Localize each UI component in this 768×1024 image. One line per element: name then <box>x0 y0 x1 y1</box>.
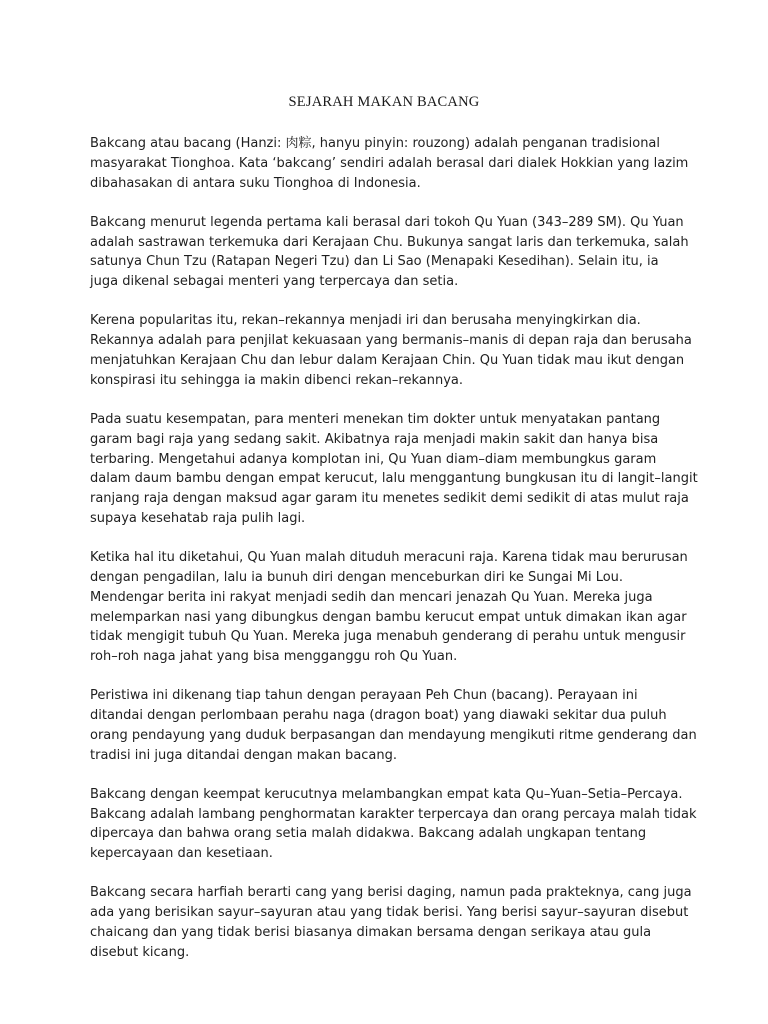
paragraph <box>90 548 690 667</box>
text-line: Peristiwa ini dikenang tiap tahun dengan perayaan Peh Chun (bacang). Perayaan ini <box>90 688 638 704</box>
text-line: Ketika hal itu diketahui, Qu Yuan malah dituduh meracuni raja. Karena tidak mau berurusan <box>90 550 688 566</box>
text-line: chaicang dan yang tidak berisi biasanya dimakan bersama dengan serikaya atau gula <box>90 925 652 941</box>
text-line: Bakcang adalah lambang penghormatan karakter terpercaya dan orang percaya malah tidak <box>90 806 697 822</box>
text-line: Bakcang menurut legenda pertama kali berasal dari tokoh Qu Yuan (343–289 SM). Qu Yuan <box>90 214 684 230</box>
paragraph <box>90 883 690 962</box>
text-line: Bakcang dengan keempat kerucutnya melambangkan empat kata Qu–Yuan–Setia–Percaya. <box>90 786 683 802</box>
text-line: ditandai dengan perlombaan perahu naga (dragon boat) yang diawaki sekitar dua puluh <box>90 708 667 724</box>
text-line: Rekannya adalah para penjilat kekuasaan yang bermanis–manis di depan raja dan berusaha <box>90 333 692 349</box>
document-title: SEJARAH MAKAN BACANG <box>288 94 480 110</box>
document-body <box>90 134 698 982</box>
text-line: juga dikenal sebagai menteri yang terpercaya dan setia. <box>90 274 459 290</box>
text-line: Kerena popularitas itu, rekan–rekannya menjadi iri dan berusaha menyingkirkan dia. <box>90 313 641 329</box>
text-line: orang pendayung yang duduk berpasangan dan mendayung mengikuti ritme genderang dan <box>90 727 697 743</box>
text-line: dipercaya dan bahwa orang setia malah didakwa. Bakcang adalah ungkapan tentang <box>90 826 647 842</box>
text-line: adalah sastrawan terkemuka dari Kerajaan Chu. Bukunya sangat laris dan terkemuka, salah <box>90 234 689 250</box>
text-line: Pada suatu kesempatan, para menteri menekan tim dokter untuk menyatakan pantang <box>90 411 661 427</box>
text-line: tradisi ini juga ditandai dengan makan bacang. <box>90 747 398 763</box>
text-line: menjatuhkan Kerajaan Chu dan lebur dalam Kerajaan Chin. Qu Yuan tidak mau ikut dengan <box>90 352 685 368</box>
text-line: satunya Chun Tzu (Ratapan Negeri Tzu) dan Li Sao (Menapaki Kesedihan). Selain itu, ia <box>90 254 659 270</box>
text-line: terbaring. Mengetahui adanya komplotan ini, Qu Yuan diam–diam membungkus garam <box>90 451 657 467</box>
text-line: dalam daum bambu dengan empat kerucut, lalu menggantung bungkusan itu di langit–langit <box>90 471 698 487</box>
paragraph <box>90 213 690 292</box>
text-line: roh–roh naga jahat yang bisa mengganggu roh Qu Yuan. <box>90 649 458 665</box>
text-line: konspirasi itu sehingga ia makin dibenci rekan–rekannya. <box>90 372 464 388</box>
text-line: masyarakat Tionghoa. Kata ‘bakcang’ sendiri adalah berasal dari dialek Hokkian yang lazim <box>90 155 689 171</box>
paragraph <box>90 410 698 529</box>
text-line: supaya kesehatab raja pulih lagi. <box>90 510 306 526</box>
paragraph <box>90 311 690 390</box>
text-line: dibahasakan di antara suku Tionghoa di Indonesia. <box>90 175 421 191</box>
text-line: ada yang berisikan sayur–sayuran atau yang tidak berisi. Yang berisi sayur–sayuran disebut <box>90 905 689 921</box>
text-line: tidak mengigit tubuh Qu Yuan. Mereka juga menabuh genderang di perahu untuk mengusir <box>90 629 686 645</box>
paragraph <box>90 785 697 864</box>
paragraph <box>90 686 697 765</box>
text-line: melemparkan nasi yang dibungkus dengan bambu kerucut empat untuk dimakan ikan agar <box>90 609 687 625</box>
text-line: dengan pengadilan, lalu ia bunuh diri dengan menceburkan diri ke Sungai Mi Lou. <box>90 569 624 585</box>
text-line: Bakcang atau bacang (Hanzi: 肉粽, hanyu pinyin: rouzong) adalah penganan tradisional <box>90 136 661 151</box>
text-line: Mendengar berita ini rakyat menjadi sedih dan mencari jenazah Qu Yuan. Mereka juga <box>90 589 653 605</box>
text-line: disebut kicang. <box>90 944 190 960</box>
paragraph <box>90 134 690 193</box>
text-line: Bakcang secara harfiah berarti cang yang berisi daging, namun pada prakteknya, cang juga <box>90 885 692 901</box>
text-line: ranjang raja dengan maksud agar garam itu menetes sedikit demi sedikit di atas mulut raja <box>90 491 689 507</box>
text-line: garam bagi raja yang sedang sakit. Akibatnya raja menjadi makin sakit dan hanya bisa <box>90 431 659 447</box>
text-line: kepercayaan dan kesetiaan. <box>90 846 273 862</box>
